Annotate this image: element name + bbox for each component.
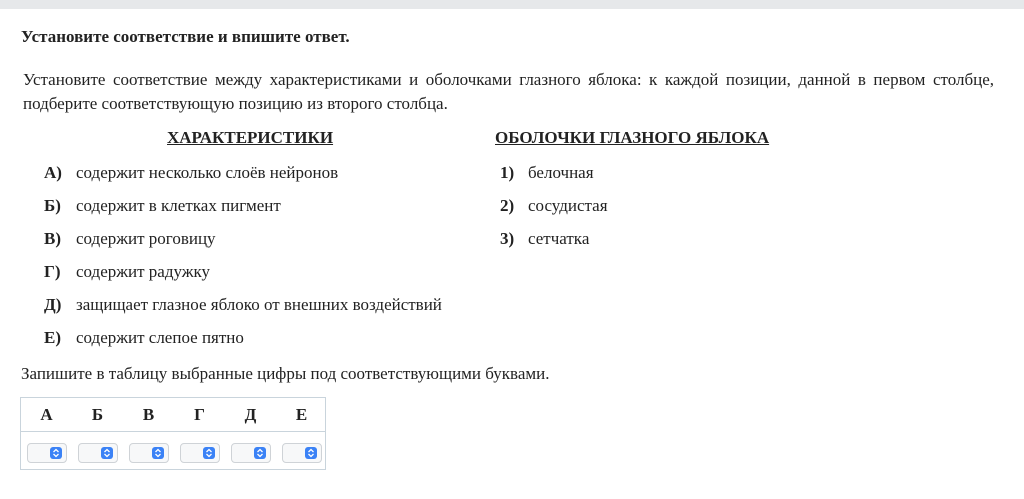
table-header-g: Г xyxy=(194,405,205,424)
item-number: 1) xyxy=(500,163,515,182)
up-down-chevron-icon[interactable] xyxy=(152,447,164,459)
up-down-chevron-icon[interactable] xyxy=(254,447,266,459)
table-header-v: В xyxy=(142,405,155,424)
table-divider xyxy=(21,431,325,432)
answer-table xyxy=(20,397,326,470)
answer-select-b[interactable] xyxy=(78,443,118,463)
item-text: содержит несколько слоёв нейронов xyxy=(76,163,339,182)
up-down-chevron-icon[interactable] xyxy=(50,447,62,459)
item-letter: Е) xyxy=(44,328,61,347)
item-letter: Г) xyxy=(44,262,61,281)
item-text: содержит радужку xyxy=(76,262,211,281)
answer-instruction: Запишите в таблицу выбранные цифры под соответствующими буквами. xyxy=(21,364,550,383)
characteristic-item xyxy=(44,229,494,253)
characteristic-item xyxy=(44,295,494,319)
item-number: 3) xyxy=(500,229,515,248)
table-header-b: Б xyxy=(91,405,104,424)
characteristic-item xyxy=(44,196,494,220)
characteristic-item xyxy=(44,328,494,352)
up-down-chevron-icon[interactable] xyxy=(305,447,317,459)
answer-select-g[interactable] xyxy=(180,443,220,463)
eye-shell-item xyxy=(500,163,700,187)
item-letter: Б) xyxy=(44,196,61,215)
item-text: белочная xyxy=(528,163,594,182)
item-text: содержит в клетках пигмент xyxy=(76,196,281,215)
eye-shell-item xyxy=(500,196,700,220)
item-letter: А) xyxy=(44,163,62,182)
item-text: сосудистая xyxy=(528,196,608,215)
answer-select-d[interactable] xyxy=(231,443,271,463)
up-down-chevron-icon[interactable] xyxy=(203,447,215,459)
task-intro: Установите соответствие между характеристиками и оболочками глазного яблока: к каждой позиции, данной в первом столбце, подберите соответствующую позицию из второго столбца. xyxy=(23,70,994,113)
top-bar xyxy=(0,0,1024,9)
table-header-e: Е xyxy=(295,405,308,424)
up-down-chevron-icon[interactable] xyxy=(101,447,113,459)
item-letter: Д) xyxy=(44,295,62,314)
item-text: содержит слепое пятно xyxy=(76,328,244,347)
eye-shell-item xyxy=(500,229,700,253)
characteristics-heading: ХАРАКТЕРИСТИКИ xyxy=(167,128,334,147)
answer-select-a[interactable] xyxy=(27,443,67,463)
characteristic-item xyxy=(44,262,494,286)
table-header-d: Д xyxy=(244,405,257,424)
item-text: содержит роговицу xyxy=(76,229,216,248)
answer-select-v[interactable] xyxy=(129,443,169,463)
characteristic-item xyxy=(44,163,494,187)
item-number: 2) xyxy=(500,196,515,215)
item-letter: В) xyxy=(44,229,61,248)
item-text: защищает глазное яблоко от внешних воздействий xyxy=(76,295,442,314)
answer-select-e[interactable] xyxy=(282,443,322,463)
eye-shells-heading: ОБОЛОЧКИ ГЛАЗНОГО ЯБЛОКА xyxy=(495,128,770,147)
table-header-a: А xyxy=(40,405,53,424)
item-text: сетчатка xyxy=(528,229,590,248)
task-header: Установите соответствие и впишите ответ. xyxy=(21,27,350,46)
